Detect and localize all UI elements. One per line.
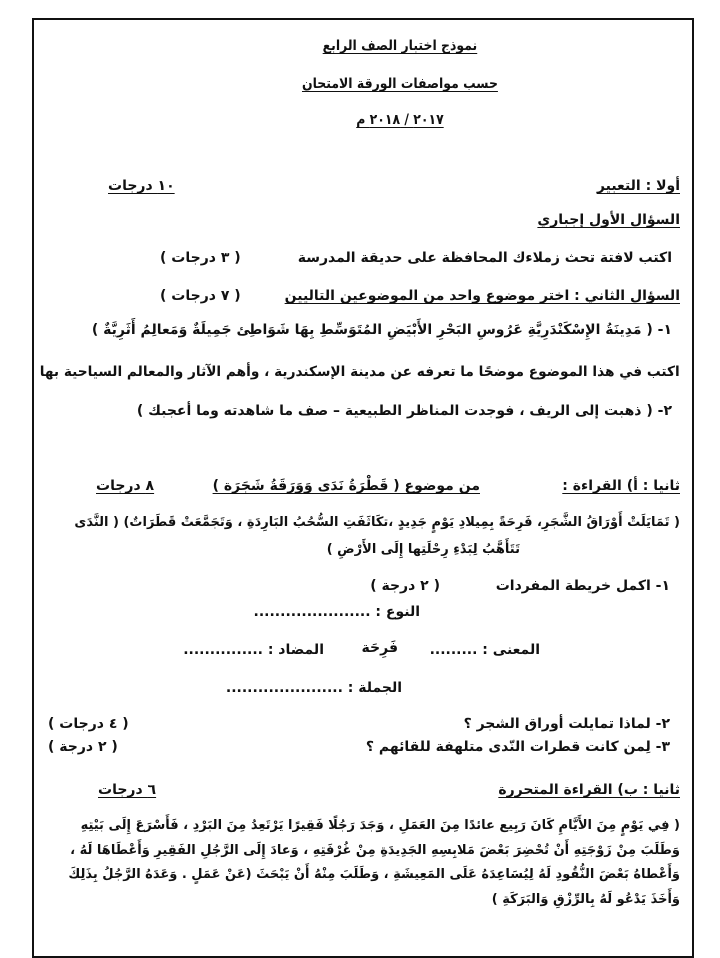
free-reading-line-3: وَأَعْطاهُ بَعْضَ النُّقُودِ لَهُ لِيُسَاعِدَهُ عَلَى المَعِيشَةِ ، وَطَلَبَ مِنْهُ أَنْ يَبْحَثَ (عَنْ عَمَلٍ . وَعَدَهُ الرَّجُلُ بِذَلِكَ [68, 867, 680, 882]
question-3-marks: ( ٢ درجة ) [48, 739, 118, 755]
vocab-meaning: المعنى : ......... [429, 642, 540, 658]
section1-title: أولا : التعبير [596, 178, 680, 194]
free-reading-line-4: وَأَخَذَ يَدْعُو لَهُ بِالرِّزْقِ وَالبَرَكَةِ ) [491, 892, 680, 907]
vocab-word: فَرِحَة [361, 640, 398, 656]
vocab-opposite: المضاد : ............... [183, 642, 324, 658]
question-3: ٣- لِمن كانت قطرات النّدى متلهفة للقائهم ؟ [365, 739, 670, 755]
question-2-marks: ( ٤ درجات ) [48, 716, 129, 732]
exam-year: ٢٠١٧ / ٢٠١٨ م [356, 112, 444, 128]
exam-title: نموذج اختبار الصف الرابع [322, 38, 478, 54]
question-2: ٢- لماذا تمايلت أوراق الشجر ؟ [463, 716, 670, 732]
vocab-sentence: الجملة : ...................... [225, 680, 402, 696]
section2-title: ثانيا : أ) القراءة : [562, 478, 680, 494]
free-reading-line-1: ( فِي يَوْمٍ مِنَ الأَيَّامِ كَانَ رَبِيع عائدًا مِنَ العَمَلِ ، وَجَدَ رَجُلًا فَقِيرًا يَرْتَعِدُ مِنَ البَرْدِ ، فَأَسْرَعَ إِلَى بَيْتِهِ [80, 818, 680, 833]
vocab-question: ١- اكمل خريطة المفردات [495, 578, 670, 594]
q1-text: اكتب لافتة تحث زملاءك المحافظة على حديقة المدرسة [297, 250, 672, 266]
section1-marks: ١٠ درجات [108, 178, 175, 194]
section3-marks: ٦ درجات [98, 782, 157, 798]
topic2: ٢- ( ذهبت إلى الريف ، فوجدت المناظر الطبيعية – صف ما شاهدته وما أعجبك ) [136, 403, 672, 419]
section2-topic: من موضوع ( قَطْرَةُ نَدَى وَوَرَقَةُ شَجَرَة ) [212, 478, 480, 494]
vocab-marks: ( ٢ درجة ) [370, 578, 440, 594]
free-reading-line-2: وَطَلَبَ مِنْ زَوْجَتِهِ أَنْ تُحْضِرَ بَعْضَ مَلابِسِهِ الجَدِيدَةِ مِنْ غُرْفَتِهِ ، وَعادَ إِلَى الرَّجُلِ الفَقِيرِ وَأَعْطَاهَا لَهُ ، [70, 843, 680, 858]
passage-line-1: ( تَمَايَلَتْ أَوْرَاقُ الشَّجَرِ، فَرِحَةً بِمِيلادِ يَوْمٍ جَدِيدٍ ،تكَاثَفَتِ السُّحُبُ البَارِدَةِ ، وَتَجَمَّعَتْ قَطَرَاتٌ) ( النَّدَى [74, 515, 680, 530]
q1-marks: ( ٣ درجات ) [160, 250, 241, 266]
passage-line-2: تَتَأَهَّبُ لِبَدْءِ رِحْلَتِها إِلَى الأَرْضِ ) [326, 542, 520, 557]
q2-title: السؤال الثاني : اختر موضوع واحد من الموضوعين التاليين [284, 288, 680, 304]
q1-title: السؤال الأول إجباري [537, 212, 680, 228]
section3-title: ثانيا : ب) القراءة المتحررة [498, 782, 680, 798]
exam-subtitle: حسب مواصفات الورقة الامتحان [301, 76, 498, 92]
section2-marks: ٨ درجات [96, 478, 155, 494]
topic1: ١- ( مَدِينَةُ الإِسْكَنْدَرِيَّةِ عَرُوسِ البَحْرِ الأَبْيَضِ المُتَوَسِّطِ بِهَا شَوَاطِئ جَمِيلَةٌ وَمَعالِمُ أَثَرِيَّةٌ ) [91, 322, 672, 338]
topic1-description: اكتب في هذا الموضوع موضحًا ما تعرفه عن مدينة الإسكندرية ، وأهم الآثار والمعالم السياحية بها [40, 364, 680, 380]
q2-marks: ( ٧ درجات ) [160, 288, 241, 304]
vocab-type: النوع : ...................... [253, 604, 420, 620]
